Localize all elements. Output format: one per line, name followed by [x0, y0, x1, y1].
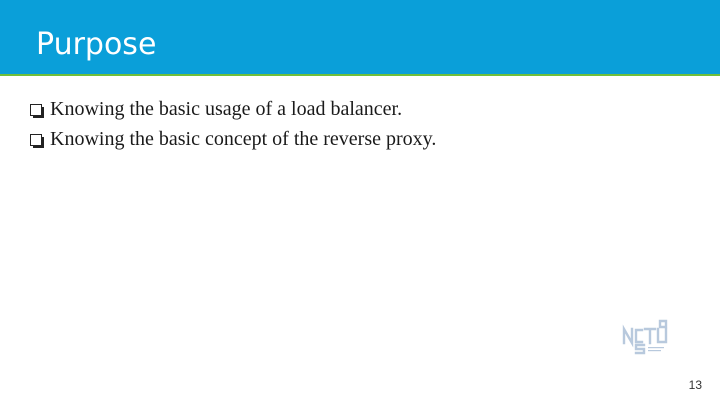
nctu-logo-icon — [620, 317, 672, 357]
checkbox-bullet-icon — [30, 134, 42, 146]
bullet-text: Knowing the basic usage of a load balancer. — [50, 97, 403, 120]
slide-title: Purpose — [36, 27, 157, 62]
bullet-item — [30, 94, 436, 124]
page-number: 13 — [688, 378, 702, 392]
bullet-item — [30, 124, 436, 154]
checkbox-bullet-icon — [30, 104, 42, 116]
bullet-text: Knowing the basic concept of the reverse proxy. — [50, 127, 437, 150]
bullet-list — [30, 94, 436, 154]
title-bar — [0, 0, 720, 76]
